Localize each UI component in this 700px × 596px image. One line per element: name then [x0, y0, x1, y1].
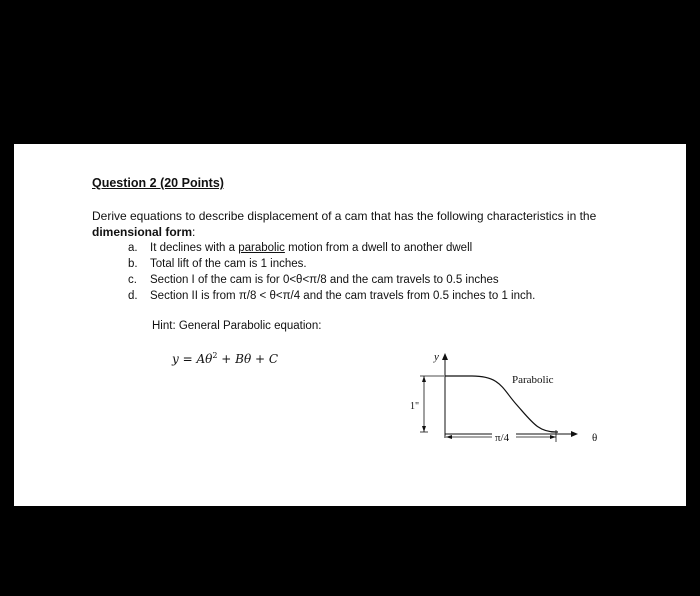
range-arrow-right: [550, 435, 556, 439]
question-title: Question 2 (20 Points): [92, 176, 224, 190]
list-item-text: [150, 240, 472, 256]
intro-text: Derive equations to describe displacement of a cam that has the following characteristics in the: [92, 209, 597, 223]
curve-label: Parabolic: [512, 374, 554, 386]
question-intro: [92, 208, 652, 240]
list-item: [128, 288, 535, 304]
equation-rhs: + Bθ + C: [217, 352, 279, 366]
parabolic-equation: [172, 351, 278, 366]
item-text-part: motion from a dwell to another dwell: [284, 242, 473, 254]
intro-bold-term: dimensional form: [92, 225, 193, 239]
list-marker: b.: [128, 258, 138, 270]
list-item-text: Total lift of the cam is 1 inches.: [150, 258, 307, 270]
underlined-term: parabolic: [238, 242, 285, 254]
theta-axis-label: θ: [592, 432, 598, 444]
list-marker: c.: [128, 274, 137, 286]
list-item-text: Section II is from π/8 < θ<π/4 and the cam travels from 0.5 inches to 1 inch.: [150, 290, 536, 302]
y-axis-label: y: [434, 351, 439, 363]
cam-displacement-diagram: [398, 348, 618, 448]
lift-arrow-top: [422, 376, 426, 382]
list-marker: a.: [128, 242, 138, 254]
intro-colon: :: [192, 225, 196, 239]
list-item: [128, 256, 535, 272]
question-page: [14, 144, 686, 506]
x-axis-arrow: [571, 431, 578, 437]
hint-text: Hint: General Parabolic equation:: [152, 320, 322, 332]
item-text-part: It declines with a: [150, 242, 239, 254]
equation-lhs: y = Aθ: [172, 352, 213, 366]
list-item: [128, 272, 535, 288]
range-arrow-left: [446, 435, 452, 439]
requirements-list: [128, 240, 535, 304]
lift-arrow-bottom: [422, 426, 426, 432]
equation-exponent: 2: [212, 351, 218, 360]
y-axis-arrow: [442, 353, 448, 360]
list-item-text: Section I of the cam is for 0<θ<π/8 and the cam travels to 0.5 inches: [150, 274, 499, 286]
range-label: π/4: [495, 432, 510, 444]
list-marker: d.: [128, 290, 138, 302]
list-item: [128, 240, 535, 256]
lift-label: 1": [410, 401, 420, 412]
